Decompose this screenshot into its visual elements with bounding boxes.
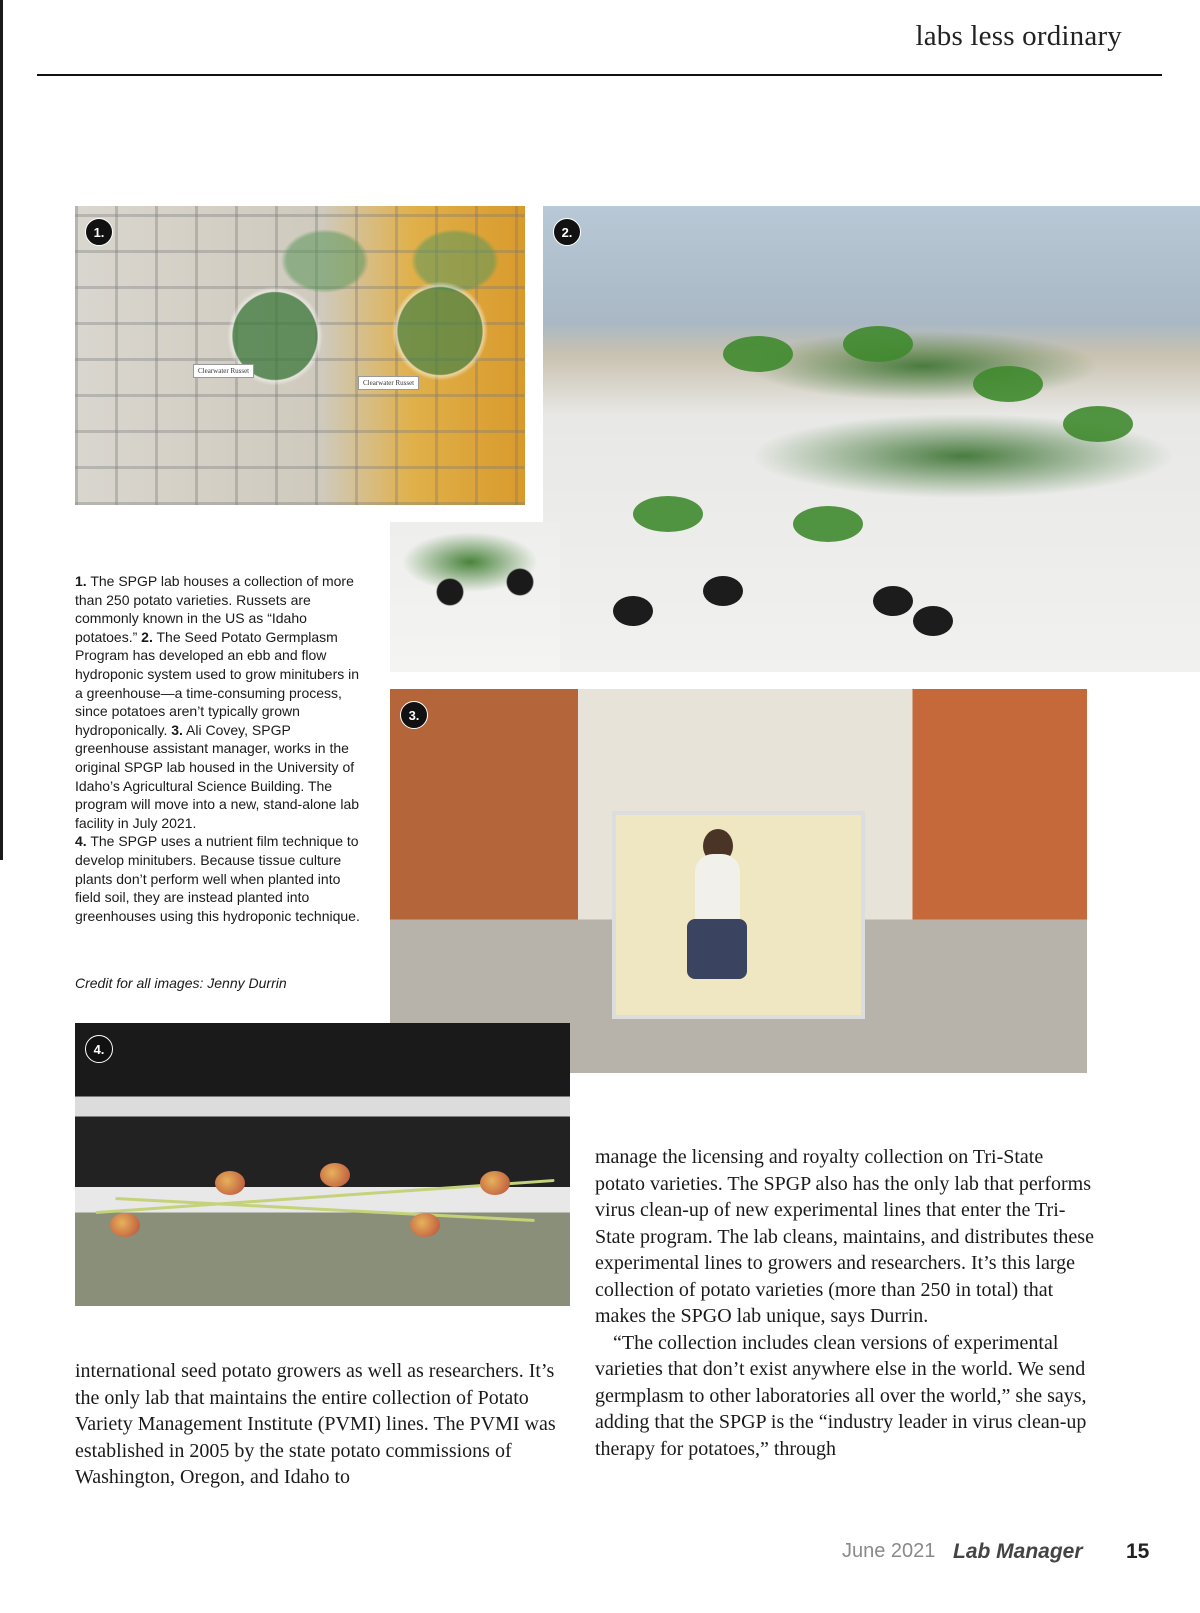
page-number: 15	[1126, 1540, 1150, 1563]
photo-greenhouse-foreground	[390, 522, 560, 672]
caption-text: The Seed Potato Germplasm Program has developed an ebb and flow hydroponic system used to grow minitubers in a greenhouse—a time-consuming process, since potatoes aren’t typically grown hydroponically.	[75, 628, 360, 738]
photo-number-badge: 4.	[85, 1035, 113, 1063]
body-column-right	[595, 1144, 1095, 1462]
photo-greenhouse-hydroponics	[543, 206, 1200, 672]
photo-tissue-culture-dishes	[75, 206, 525, 505]
body-column-left	[75, 1358, 575, 1491]
caption-number: 3.	[171, 721, 183, 738]
footer-magazine-name: Lab Manager	[953, 1540, 1083, 1563]
caption-text: The SPGP lab houses a collection of more than 250 potato varieties. Russets are commonly known in the US as “Idaho potatoes.”	[75, 573, 354, 645]
caption-number: 2.	[141, 628, 153, 645]
photo-caption	[75, 572, 365, 925]
photo-lab-interior	[390, 689, 1087, 1073]
caption-number: 4.	[75, 833, 87, 850]
caption-text: The SPGP uses a nutrient film technique to develop minitubers. Because tissue culture plants don’t perform well when planted into field soil, they are instead planted into greenhouses using this hydroponic technique.	[75, 833, 360, 924]
petri-label: Clearwater Russet	[358, 376, 419, 390]
photo-number-badge: 3.	[400, 701, 428, 729]
photo-minitubers-nutrient-film	[75, 1023, 570, 1306]
photo-number-badge: 2.	[553, 218, 581, 246]
petri-label: Clearwater Russet	[193, 364, 254, 378]
header-rule	[37, 74, 1162, 76]
footer-date: June 2021	[842, 1540, 936, 1562]
photo-credit: Credit for all images: Jenny Durrin	[75, 975, 287, 991]
caption-text: Ali Covey, SPGP greenhouse assistant manager, works in the original SPGP lab housed in the University of Idaho’s Agricultural Science Building. The program will move into a new, stand-alone lab facility in July 2021.	[75, 721, 360, 831]
body-paragraph: “The collection includes clean versions of experimental varieties that don’t exist anywhere else in the world. We send germplasm to other laboratories all over the world,” she says, adding that the SPGP is the “industry leader in virus clean-up therapy for potatoes,” through	[595, 1331, 1087, 1460]
body-paragraph: international seed potato growers as well as researchers. It’s the only lab that maintains the entire collection of Potato Variety Management Institute (PVMI) lines. The PVMI was established in 2005 by the state potato commissions of Washington, Oregon, and Idaho to	[75, 1360, 556, 1488]
caption-number: 1.	[75, 573, 87, 589]
body-paragraph: manage the licensing and royalty collection on Tri-State potato varieties. The SPGP also has the only lab that performs virus clean-up of new experimental lines that enter the Tri-State program. The lab cleans, maintains, and distributes these experimental lines to growers and researchers. It’s this large collection of potato varieties (more than 250 in total) that makes the SPGO lab unique, says Durrin.	[595, 1146, 1094, 1327]
left-edge-bar	[0, 0, 3, 860]
photo-number-badge: 1.	[85, 218, 113, 246]
section-title: labs less ordinary	[915, 20, 1122, 52]
